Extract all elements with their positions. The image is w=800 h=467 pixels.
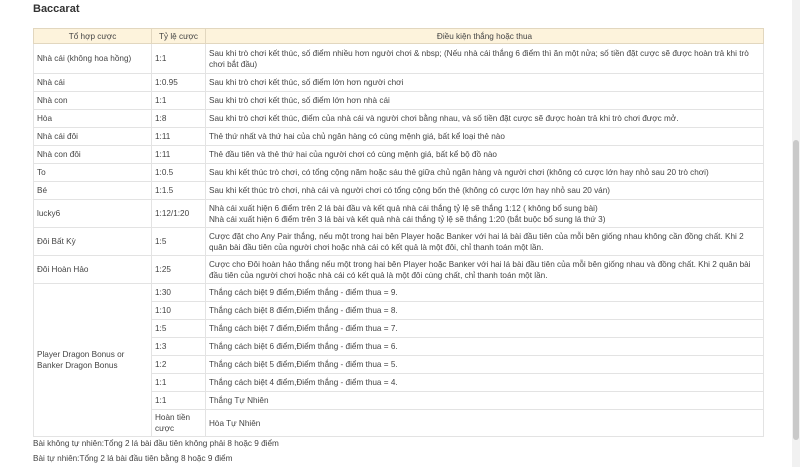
condition: Sau khi trò chơi kết thúc, điểm của nhà cái và người chơi bằng nhau, và số tiền đặt cược sẽ được hoàn trả khi trò chơi được mở. <box>206 110 764 128</box>
condition-line: Nhà cái xuất hiện 6 điểm trên 2 lá bài đầu và kết quả nhà cái thắng tỷ lệ sẽ thắng 1:12 ( không bổ sung bài) <box>209 203 598 213</box>
vertical-scrollbar[interactable] <box>792 0 800 467</box>
condition: Cược đặt cho Any Pair thắng, nếu một trong hai bên Player hoặc Banker với hai lá bài đầu tiên của mỗi bên giống nhau không cần đồng chất. Khi 2 quân bài đầu tiên của người chơi hoặc nhà cái có kết quả là một đôi, chỉ thanh toán một lần. <box>206 228 764 256</box>
table-row <box>34 200 764 228</box>
condition: Thắng cách biệt 6 điểm,Điểm thắng - điểm thua = 6. <box>206 338 764 356</box>
condition: Sau khi trò chơi kết thúc, số điểm lớn hơn nhà cái <box>206 92 764 110</box>
odds: 1:0.95 <box>152 74 206 92</box>
condition: Thắng Tự Nhiên <box>206 392 764 410</box>
table-row <box>34 44 764 74</box>
bet-name: Nhà cái <box>34 74 152 92</box>
bet-name-dragon-bonus: Player Dragon Bonus or Banker Dragon Bonus <box>34 284 152 437</box>
bet-name: Nhà cái đôi <box>34 128 152 146</box>
bet-name: Nhà con đôi <box>34 146 152 164</box>
condition: Thắng cách biệt 4 điểm,Điểm thắng - điểm thua = 4. <box>206 374 764 392</box>
bet-name: Đôi Hoàn Hảo <box>34 256 152 284</box>
footnote-non-natural: Bài không tự nhiên:Tổng 2 lá bài đầu tiên không phải 8 hoặc 9 điểm <box>33 439 279 448</box>
odds: Hoàn tiền cược <box>152 410 206 437</box>
bet-name: lucky6 <box>34 200 152 228</box>
table-row <box>34 182 764 200</box>
rules-table <box>33 28 764 437</box>
page-title: Baccarat <box>33 3 80 15</box>
odds: 1:12/1:20 <box>152 200 206 228</box>
table-row <box>34 128 764 146</box>
table-row <box>34 284 764 302</box>
scrollbar-thumb[interactable] <box>793 140 799 440</box>
header-bet-combo: Tổ hợp cược <box>34 29 152 44</box>
footnotes <box>33 436 279 466</box>
odds: 1:11 <box>152 146 206 164</box>
odds: 1:8 <box>152 110 206 128</box>
condition: Sau khi kết thúc trò chơi, nhà cái và người chơi có tổng cộng bốn thẻ (không có cược lớn hay nhỏ sau 20 ván) <box>206 182 764 200</box>
bet-name: Hòa <box>34 110 152 128</box>
condition: Hòa Tự Nhiên <box>206 410 764 437</box>
condition: Thắng cách biệt 5 điểm,Điểm thắng - điểm thua = 5. <box>206 356 764 374</box>
bet-name: Nhà cái (không hoa hồng) <box>34 44 152 74</box>
table-row <box>34 146 764 164</box>
odds: 1:10 <box>152 302 206 320</box>
header-odds: Tỷ lệ cược <box>152 29 206 44</box>
condition: Sau khi trò chơi kết thúc, số điểm lớn hơn người chơi <box>206 74 764 92</box>
condition: Thẻ đầu tiên và thẻ thứ hai của người chơi có cùng mệnh giá, bất kể bộ đồ nào <box>206 146 764 164</box>
header-condition: Điều kiện thắng hoặc thua <box>206 29 764 44</box>
odds: 1:30 <box>152 284 206 302</box>
odds: 1:5 <box>152 320 206 338</box>
condition: Sau khi trò chơi kết thúc, số điểm nhiều hơn người chơi & nbsp; (Nếu nhà cái thắng 6 điểm thì ăn một nửa; số tiền đặt cược sẽ được hoàn trả khi trò chơi bắt đầu) <box>206 44 764 74</box>
odds: 1:25 <box>152 256 206 284</box>
table-header-row <box>34 29 764 44</box>
condition: Thắng cách biệt 7 điểm,Điểm thắng - điểm thua = 7. <box>206 320 764 338</box>
bet-name: Nhà con <box>34 92 152 110</box>
table-row <box>34 228 764 256</box>
bet-name: Đôi Bất Kỳ <box>34 228 152 256</box>
condition: Thẻ thứ nhất và thứ hai của chủ ngân hàng có cùng mệnh giá, bất kể loại thẻ nào <box>206 128 764 146</box>
condition: Cược cho Đôi hoàn hảo thắng nếu một trong hai bên Player hoặc Banker với hai lá bài đầu tiên của mỗi bên giống nhau và đồng chất. Khi 2 quân bài đầu tiên của người chơi hoặc nhà cái có kết quả là một đôi cùng chất, chỉ thanh toán một lần. <box>206 256 764 284</box>
table-row <box>34 110 764 128</box>
bet-name: To <box>34 164 152 182</box>
table-row <box>34 92 764 110</box>
condition: Thắng cách biệt 8 điểm,Điểm thắng - điểm thua = 8. <box>206 302 764 320</box>
bet-name: Bé <box>34 182 152 200</box>
odds: 1:11 <box>152 128 206 146</box>
condition <box>206 200 764 228</box>
odds: 1:5 <box>152 228 206 256</box>
odds: 1:1 <box>152 92 206 110</box>
odds: 1:2 <box>152 356 206 374</box>
condition: Thắng cách biệt 9 điểm,Điểm thắng - điểm thua = 9. <box>206 284 764 302</box>
odds: 1:3 <box>152 338 206 356</box>
footnote-natural: Bài tự nhiên:Tổng 2 lá bài đầu tiên bằng 8 hoặc 9 điểm <box>33 454 233 463</box>
odds: 1:1.5 <box>152 182 206 200</box>
odds: 1:1 <box>152 44 206 74</box>
condition-line: Nhà cái xuất hiện 6 điểm trên 3 lá bài và kết quả nhà cái thắng tỷ lệ sẽ thắng 1:20 (bắt buộc bổ sung lá thứ 3) <box>209 214 606 224</box>
odds: 1:1 <box>152 392 206 410</box>
condition: Sau khi kết thúc trò chơi, có tổng cộng năm hoặc sáu thẻ giữa chủ ngân hàng và người chơi (không có cược lớn hay nhỏ sau 20 trò chơi) <box>206 164 764 182</box>
table-row <box>34 256 764 284</box>
odds: 1:1 <box>152 374 206 392</box>
table-row <box>34 74 764 92</box>
table-row <box>34 164 764 182</box>
odds: 1:0.5 <box>152 164 206 182</box>
